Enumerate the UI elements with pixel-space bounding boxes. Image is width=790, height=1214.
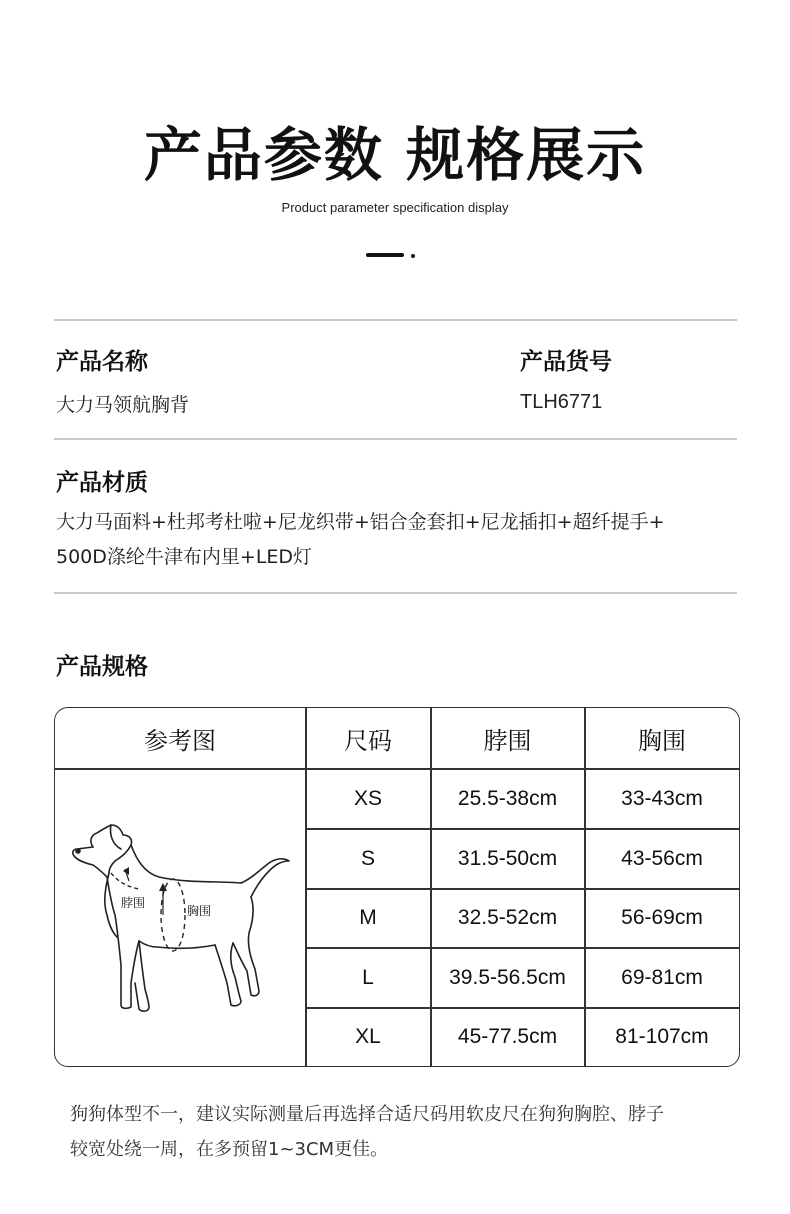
neck-diagram-label: 脖围: [121, 896, 146, 910]
material-line-2: 500D涤纶牛津布内里+LED灯: [56, 546, 313, 568]
header-chest: 胸围: [638, 726, 686, 755]
size-table: [54, 707, 740, 1067]
row-s-neck: 31.5-50cm: [457, 846, 558, 870]
note-line-2: 较宽处绕一周，在多预留1~3CM更佳。: [70, 1139, 389, 1160]
row-l-size: L: [362, 965, 374, 989]
neck-measure-band: [111, 873, 139, 889]
material-line-1: 大力马面料+杜邦考杜啦+尼龙织带+铝合金套扣+尼龙插扣+超纤提手+: [56, 511, 665, 533]
row-xl-neck: 45-77.5cm: [457, 1025, 558, 1048]
chest-diagram-label: 胸围: [187, 904, 212, 918]
row-m-chest: 56-69cm: [621, 906, 703, 929]
measurement-note: [70, 1097, 750, 1167]
row-m-size: M: [359, 906, 377, 929]
row-l-neck: 39.5-56.5cm: [449, 965, 566, 989]
product-material-value: [56, 505, 746, 575]
product-material-label: 产品材质: [56, 470, 148, 496]
row-l-chest: 69-81cm: [621, 965, 703, 989]
divider-middle: [54, 438, 737, 440]
page-subtitle: Product parameter specification display: [281, 200, 509, 215]
dog-outline-icon: [73, 825, 289, 1011]
row-m-neck: 32.5-52cm: [457, 906, 558, 929]
product-code-value: TLH6771: [520, 391, 603, 413]
title-divider-dot: [411, 254, 415, 258]
row-xs-chest: 33-43cm: [621, 786, 703, 810]
row-s-size: S: [360, 846, 375, 870]
row-xs-size: XS: [353, 786, 382, 810]
header-size: 尺码: [344, 726, 392, 755]
divider-top: [54, 319, 737, 321]
header-reference: 参考图: [144, 726, 216, 755]
product-name-label: 产品名称: [56, 349, 148, 375]
row-s-chest: 43-56cm: [621, 846, 703, 870]
title-divider-dash: [366, 253, 404, 257]
page-title: 产品参数 规格展示: [143, 121, 647, 189]
product-name-value: 大力马领航胸背: [56, 394, 190, 416]
row-xl-size: XL: [355, 1025, 381, 1048]
note-line-1: 狗狗体型不一，建议实际测量后再选择合适尺码用软皮尺在狗狗胸腔、脖子: [70, 1104, 664, 1125]
header-neck: 脖围: [483, 726, 532, 755]
product-spec-label: 产品规格: [56, 654, 148, 680]
divider-bottom: [54, 592, 737, 594]
product-code-label: 产品货号: [520, 349, 612, 375]
row-xl-chest: 81-107cm: [615, 1025, 709, 1048]
dog-measurement-diagram: [55, 769, 305, 1067]
row-xs-neck: 25.5-38cm: [457, 786, 558, 810]
